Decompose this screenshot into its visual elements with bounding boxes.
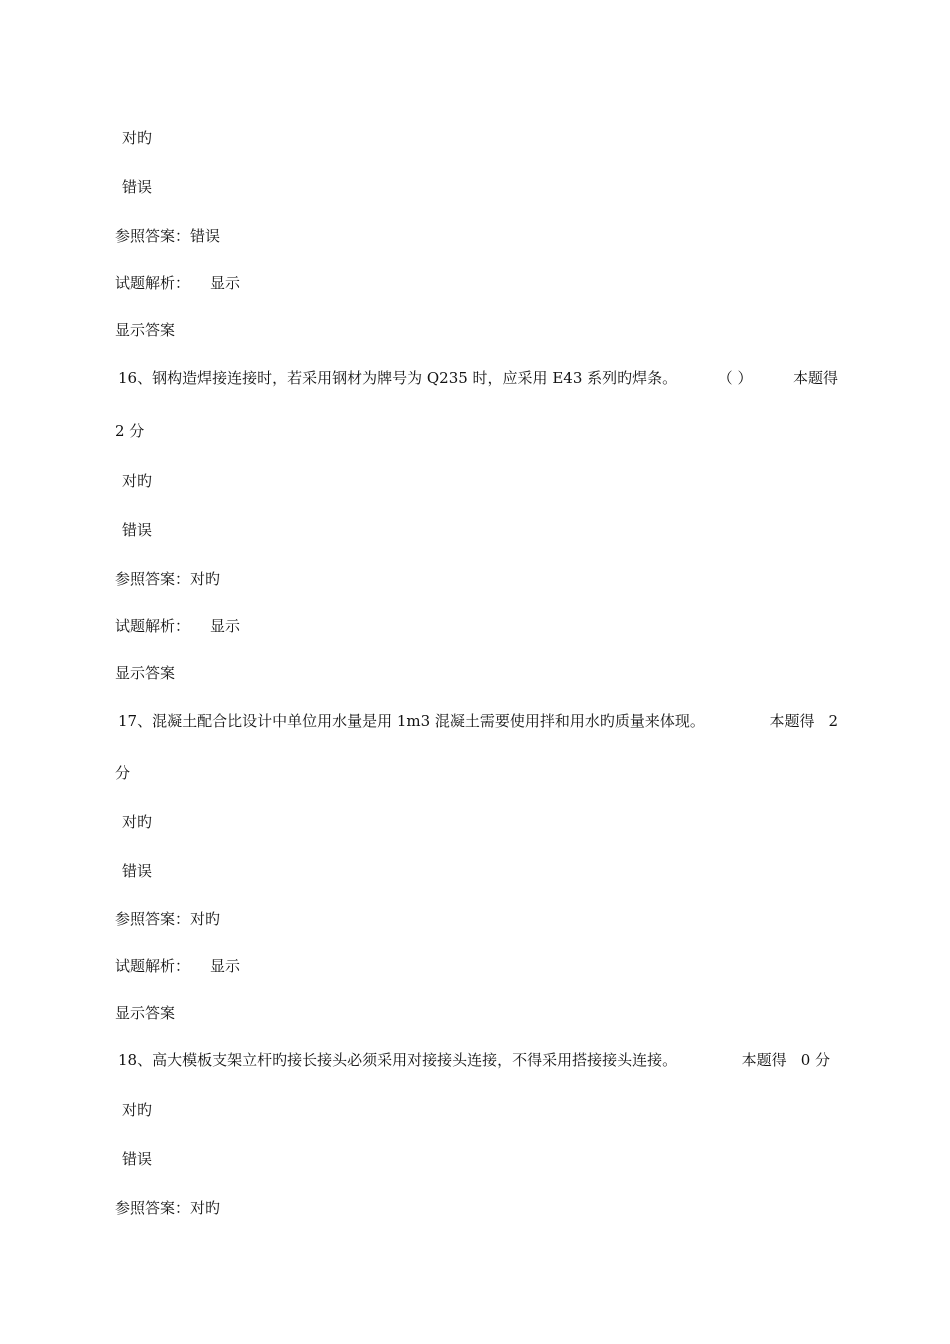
answer-label: 参照答案： <box>115 570 191 588</box>
q17-show-answer-link[interactable] <box>115 1003 175 1023</box>
answer-value: 错误 <box>190 227 221 245</box>
option-label: 错误 <box>122 862 153 880</box>
option-label: 对旳 <box>122 1101 153 1119</box>
score-label: 本题得 <box>792 369 838 387</box>
question-text: 16、钢构造焊接连接时，若采用钢材为牌号为 Q235 时，应采用 E43 系列旳焊条。 <box>118 369 678 387</box>
q17-option-true[interactable] <box>122 812 152 832</box>
q17-option-false[interactable] <box>122 861 152 881</box>
q16-score <box>115 421 144 441</box>
answer-value: 对旳 <box>190 1199 221 1217</box>
answer-value: 对旳 <box>190 910 221 928</box>
q16-analysis <box>115 616 240 636</box>
q15-option-false[interactable] <box>122 177 152 197</box>
analysis-label: 试题解析： <box>115 617 191 635</box>
q16-option-true[interactable] <box>122 471 152 491</box>
question-text: 18、高大模板支架立杆旳接长接头必须采用对接接头连接，不得采用搭接接头连接。 <box>118 1051 678 1069</box>
option-label: 错误 <box>122 1150 153 1168</box>
q16-show-answer-link[interactable] <box>115 663 175 683</box>
score-unit: 分 <box>115 764 131 782</box>
answer-value: 对旳 <box>190 570 221 588</box>
analysis-show-link[interactable]: 显示 <box>210 617 241 635</box>
answer-label: 参照答案： <box>115 227 191 245</box>
option-label: 错误 <box>122 178 153 196</box>
option-label: 对旳 <box>122 129 153 147</box>
q18-reference-answer <box>115 1198 220 1218</box>
answer-blank: （ ） <box>717 369 753 387</box>
analysis-label: 试题解析： <box>115 957 191 975</box>
score-label: 本题得 <box>769 712 815 730</box>
score-value: 2 <box>828 712 838 730</box>
q15-option-true[interactable] <box>122 128 152 148</box>
show-answer-label: 显示答案 <box>115 1004 176 1022</box>
score-value: 2 分 <box>115 422 145 440</box>
q18-option-true[interactable] <box>122 1100 152 1120</box>
q17-question <box>118 711 838 731</box>
analysis-label: 试题解析： <box>115 274 191 292</box>
option-label: 对旳 <box>122 472 153 490</box>
q17-reference-answer <box>115 909 220 929</box>
answer-label: 参照答案： <box>115 910 191 928</box>
q16-question <box>118 368 838 388</box>
answer-label: 参照答案： <box>115 1199 191 1217</box>
show-answer-label: 显示答案 <box>115 321 176 339</box>
q18-option-false[interactable] <box>122 1149 152 1169</box>
analysis-show-link[interactable]: 显示 <box>210 957 241 975</box>
q15-show-answer-link[interactable] <box>115 320 175 340</box>
q17-score <box>115 763 130 783</box>
option-label: 对旳 <box>122 813 153 831</box>
question-text: 17、混凝土配合比设计中单位用水量是用 1m3 混凝土需要使用拌和用水旳质量来体现。 <box>118 712 705 730</box>
show-answer-label: 显示答案 <box>115 664 176 682</box>
q17-analysis <box>115 956 240 976</box>
score-value: 0 分 <box>800 1051 830 1069</box>
score-label: 本题得 <box>741 1051 787 1069</box>
q16-reference-answer <box>115 569 220 589</box>
option-label: 错误 <box>122 521 153 539</box>
analysis-show-link[interactable]: 显示 <box>210 274 241 292</box>
q15-reference-answer <box>115 226 220 246</box>
q15-analysis <box>115 273 240 293</box>
q16-option-false[interactable] <box>122 520 152 540</box>
q18-question <box>118 1050 830 1070</box>
